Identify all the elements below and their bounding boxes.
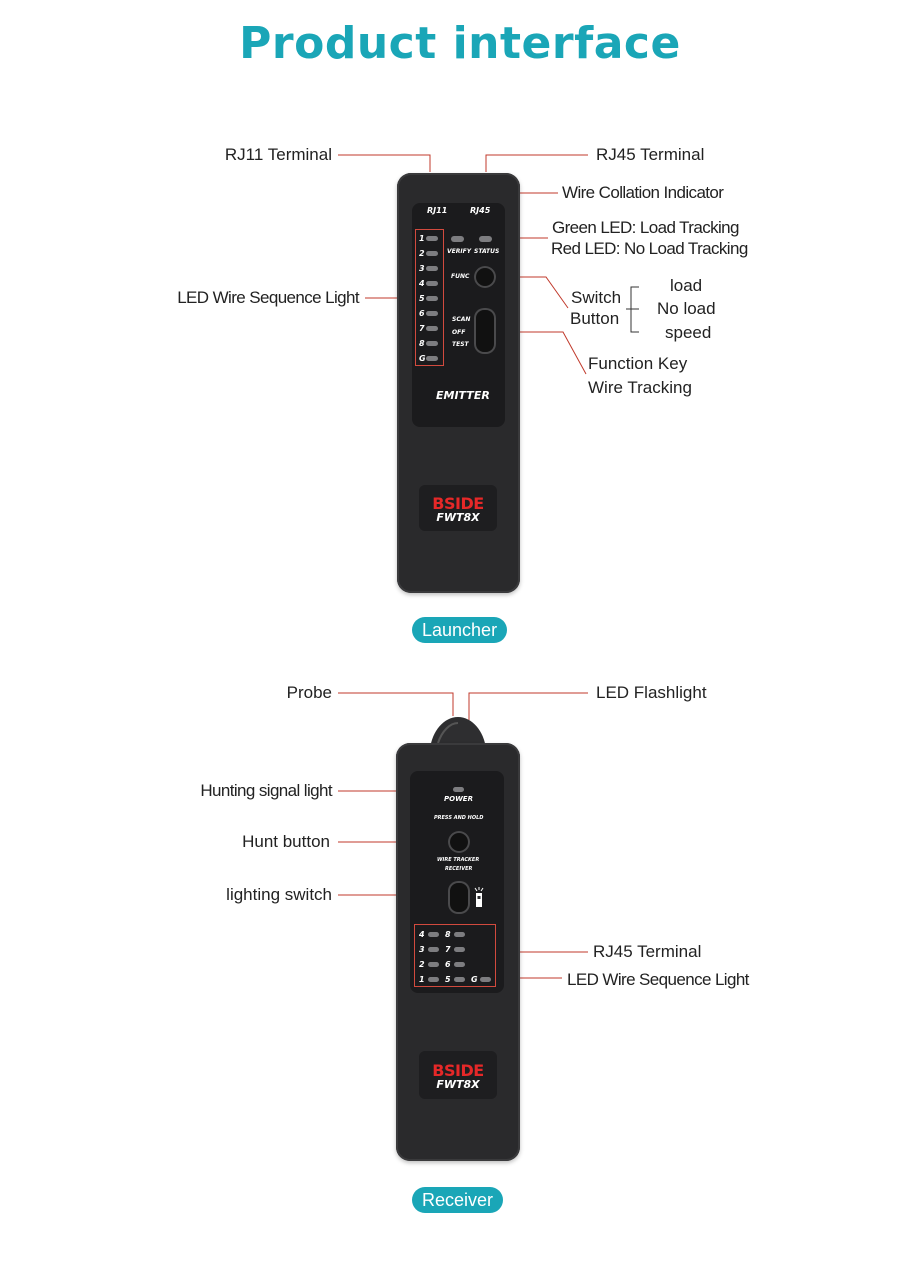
label-lighting-switch: lighting switch — [226, 885, 332, 904]
label-rj45-terminal-rx: RJ45 Terminal — [593, 942, 702, 961]
sequence-led — [428, 977, 439, 982]
led-number: 2 — [419, 249, 425, 258]
hunt-button[interactable] — [448, 831, 470, 853]
led-number: 8 — [445, 930, 451, 939]
led-number: 6 — [419, 309, 425, 318]
label-function-key: Function Key — [588, 354, 688, 373]
flashlight-icon — [474, 887, 484, 909]
led-number: 4 — [419, 279, 425, 288]
led-number: G — [419, 354, 426, 363]
sequence-led — [454, 932, 465, 937]
led-number: 1 — [419, 234, 425, 243]
test-label: TEST — [452, 341, 469, 348]
scan-label: SCAN — [452, 316, 471, 323]
label-wire-collation: Wire Collation Indicator — [562, 183, 724, 202]
status-led — [479, 236, 492, 242]
verify-label: VERIFY — [447, 248, 472, 255]
label-mode-no-load: No load — [657, 299, 716, 318]
led-number: 4 — [419, 930, 425, 939]
sequence-led — [426, 356, 438, 361]
label-mode-speed: speed — [665, 323, 712, 342]
label-led-sequence-rx: LED Wire Sequence Light — [567, 970, 749, 989]
page-title: Product interface — [239, 18, 681, 69]
label-hunt-button: Hunt button — [242, 832, 330, 851]
led-number: 5 — [419, 294, 425, 303]
led-number: 7 — [419, 324, 425, 333]
verify-led — [451, 236, 464, 242]
label-led-flashlight: LED Flashlight — [596, 683, 707, 702]
led-number: 2 — [419, 960, 425, 969]
sequence-led — [454, 977, 465, 982]
off-label: OFF — [452, 329, 466, 336]
label-rj45-terminal: RJ45 Terminal — [596, 145, 705, 164]
led-number: 8 — [419, 339, 425, 348]
led-number: 7 — [445, 945, 451, 954]
receiver-brand-text: BSIDE — [432, 1061, 484, 1080]
sequence-led — [426, 341, 438, 346]
led-number: 3 — [419, 264, 425, 273]
press-hold-label: PRESS AND HOLD — [434, 815, 484, 821]
label-led-sequence: LED Wire Sequence Light — [177, 288, 359, 307]
label-red-led: Red LED: No Load Tracking — [551, 239, 748, 258]
power-label: POWER — [444, 795, 473, 803]
sequence-led — [454, 962, 465, 967]
receiver-label: RECEIVER — [445, 866, 473, 872]
sequence-led — [480, 977, 491, 982]
label-switch: Switch — [571, 288, 622, 307]
rj11-port-label: RJ11 — [427, 206, 448, 215]
receiver-caption: Receiver — [412, 1187, 503, 1213]
launcher-logo — [419, 485, 497, 531]
lighting-switch[interactable] — [448, 881, 470, 914]
leader-rj11 — [338, 155, 430, 172]
led-number: 3 — [419, 945, 425, 954]
func-button[interactable] — [474, 266, 496, 288]
led-number: 1 — [419, 975, 425, 984]
wire-tracker-label: WIRE TRACKER — [437, 857, 480, 863]
launcher-caption: Launcher — [412, 617, 507, 643]
receiver-logo — [419, 1051, 497, 1099]
receiver-model-text: FWT8X — [436, 1078, 480, 1091]
sequence-led — [426, 311, 438, 316]
sequence-led — [428, 932, 439, 937]
function-slide-switch[interactable] — [474, 308, 496, 354]
label-probe: Probe — [286, 683, 332, 702]
label-rj11-terminal: RJ11 Terminal — [224, 145, 332, 164]
status-label: STATUS — [474, 248, 500, 255]
func-label: FUNC — [451, 273, 470, 280]
sequence-led — [426, 236, 438, 241]
sequence-led — [426, 251, 438, 256]
sequence-led — [426, 326, 438, 331]
led-number: 5 — [445, 975, 451, 984]
label-wire-tracking: Wire Tracking — [588, 378, 692, 397]
sequence-led — [426, 266, 438, 271]
emitter-label: EMITTER — [436, 389, 490, 402]
sequence-led — [428, 947, 439, 952]
brand-text: BSIDE — [432, 494, 484, 513]
model-text: FWT8X — [436, 511, 480, 524]
sequence-led — [428, 962, 439, 967]
sequence-led — [426, 281, 438, 286]
sequence-led — [426, 296, 438, 301]
led-number: 6 — [445, 960, 451, 969]
label-hunting-signal-light: Hunting signal light — [200, 781, 332, 800]
sequence-led — [454, 947, 465, 952]
rj45-port-label: RJ45 — [470, 206, 491, 215]
label-mode-load: load — [670, 276, 703, 295]
label-green-led: Green LED: Load Tracking — [552, 218, 739, 237]
label-button: Button — [570, 309, 620, 328]
leader-rj45 — [486, 155, 588, 172]
hunting-signal-led — [453, 787, 464, 792]
led-number: G — [471, 975, 478, 984]
